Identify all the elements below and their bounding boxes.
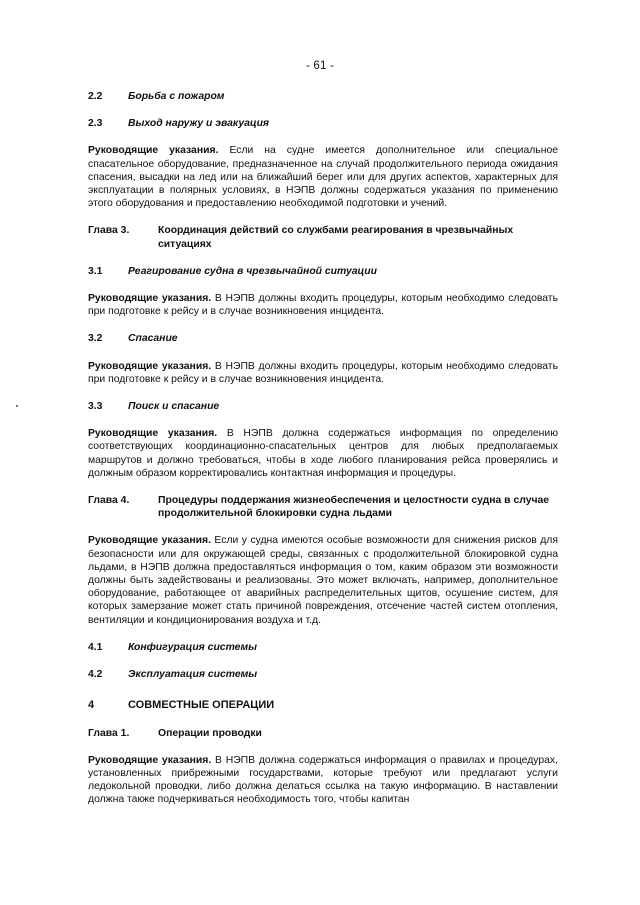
heading-title: Выход наружу и эвакуация [128, 118, 270, 130]
heading-number: 3.3 [88, 401, 103, 413]
chapter-1-heading [88, 727, 558, 740]
paragraph-2-3 [88, 144, 558, 210]
paragraph-3-2 [88, 360, 558, 386]
heading-title: Борьба с пожаром [128, 91, 225, 102]
heading-number: 4.2 [88, 669, 103, 681]
paragraph-text: Если на судне имеется дополнительное или специальное спасательное оборудование, предназначенное на случай продолжительного периода ожидания спасения, высадки на лед или на ближайший берег или для других аспектов, характерных для эксплуатации в полярных условиях, в НЭПВ должны содержаться указания по применению этого оборудования и предоставлению необходимой подготовки и учений. [88, 145, 558, 210]
paragraph-chapter-1 [88, 754, 558, 807]
paragraph-text: В НЭПВ должны входить процедуры, которым необходимо следовать при подготовке к рейсу и в случае возникновения инцидента. [88, 360, 558, 385]
heading-number: 3.1 [88, 265, 103, 277]
paragraph-3-1 [88, 292, 558, 318]
section-4-heading [88, 699, 558, 712]
section-number: 4 [88, 699, 95, 712]
guidance-label: Руководящие указания. [88, 428, 218, 440]
guidance-label: Руководящие указания. [88, 145, 219, 157]
heading-title: Спасание [128, 333, 178, 345]
heading-title: Эксплуатация системы [128, 669, 258, 681]
section-title: СОВМЕСТНЫЕ ОПЕРАЦИИ [128, 699, 275, 712]
page-content [88, 90, 558, 807]
chapter-title: Координация действий со службами реагирования в чрезвычайных ситуациях [158, 225, 514, 250]
chapter-number: Глава 4. [88, 495, 130, 507]
heading-number: 4.1 [88, 641, 103, 653]
chapter-3-heading [88, 224, 558, 250]
paragraph-chapter-4 [88, 534, 558, 626]
heading-number: 2.2 [88, 91, 103, 102]
heading-3-1 [88, 265, 558, 278]
heading-number: 2.3 [88, 118, 103, 130]
chapter-title: Операции проводки [158, 727, 262, 739]
heading-3-2 [88, 332, 558, 345]
heading-3-3 [88, 400, 558, 413]
page-number: - 61 - [305, 60, 335, 72]
paragraph-3-3 [88, 427, 558, 480]
paragraph-text: В НЭПВ должна содержаться информация о правилах и процедурах, установленных прибрежными государствами, которые требуют или предлагают услуги ледокольной проводки, либо должна делаться ссылка на такую информацию. В наставлении должна также подчеркиваться необходимость того, чтобы капитан [88, 754, 558, 806]
heading-2-3 [88, 117, 558, 130]
heading-2-2 [88, 90, 558, 103]
heading-4-2 [88, 668, 558, 681]
paragraph-text: В НЭПВ должна содержаться информация по определению соответствующих координационно-спасательных центров для любых предполагаемых маршрутов и должно требоваться, чтобы в ходе любого планирования рейса проверялись и должным образом корректировались контактная информация и процедуры. [88, 428, 558, 479]
guidance-label: Руководящие указания. [88, 360, 212, 372]
chapter-number: Глава 3. [88, 225, 130, 237]
heading-number: 3.2 [88, 333, 103, 345]
heading-4-1 [88, 641, 558, 654]
paragraph-text: Если у судна имеются особые возможности для снижения рисков для безопасности или для окружающей среды, связанных с продолжительной блокировкой судна льдами, в НЭПВ должна предоставляться информация о том, каким образом эти возможности должны быть задействованы и реализованы. Это может включать, например, дополнительное оборудование, работающее от аварийных распределительных щитов, осушение систем, для которых замерзание может стать причиной повреждения, отсечение частей систем отопления, вентиляции и кондиционирования воздуха и т.д. [88, 535, 558, 626]
paragraph-text: В НЭПВ должны входить процедуры, которым необходимо следовать при подготовке к рейсу и в случае возникновения инцидента. [88, 293, 558, 318]
guidance-label: Руководящие указания. [88, 293, 212, 305]
guidance-label: Руководящие указания. [88, 754, 212, 766]
chapter-4-heading [88, 494, 558, 520]
heading-title: Поиск и спасание [128, 401, 220, 413]
chapter-number: Глава 1. [88, 727, 130, 739]
margin-mark [16, 405, 18, 407]
chapter-title: Процедуры поддержания жизнеобеспечения и целостности судна в случае продолжительной блокировки судна льдами [158, 495, 550, 520]
heading-title: Конфигурация системы [128, 641, 258, 653]
heading-title: Реагирование судна в чрезвычайной ситуации [128, 265, 377, 277]
guidance-label: Руководящие указания. [88, 535, 211, 547]
